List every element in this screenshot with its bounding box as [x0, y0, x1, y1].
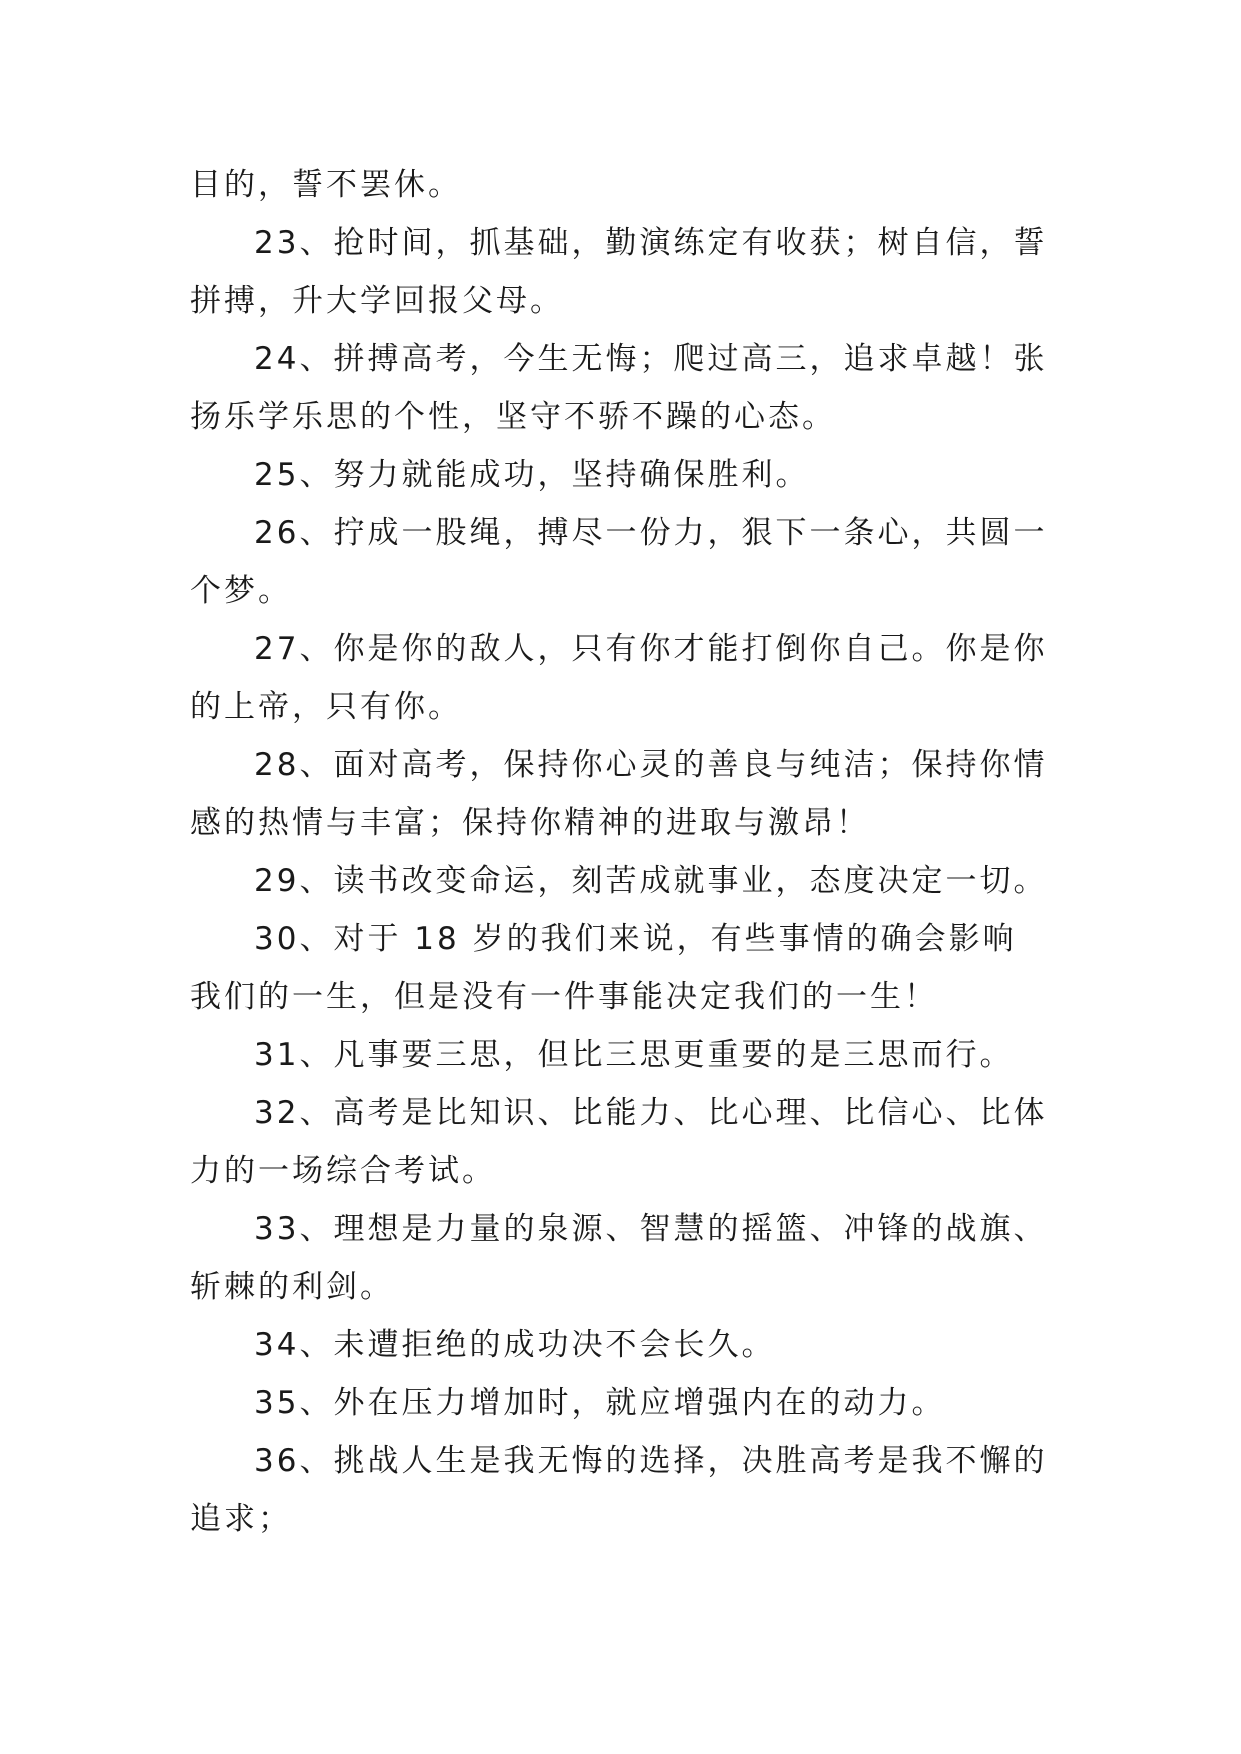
paragraph: 36、挑战人生是我无悔的选择，决胜高考是我不懈的追求；	[190, 1443, 1048, 1537]
paragraph: 32、高考是比知识、比能力、比心理、比信心、比体力的一场综合考试。	[190, 1095, 1048, 1189]
paragraph: 目的，誓不罢休。	[190, 167, 462, 203]
paragraph: 31、凡事要三思，但比三思更重要的是三思而行。	[254, 1037, 1014, 1073]
paragraph: 27、你是你的敌人，只有你才能打倒你自己。你是你的上帝，只有你。	[190, 631, 1048, 725]
paragraph: 33、理想是力量的泉源、智慧的摇篮、冲锋的战旗、斩棘的利剑。	[190, 1211, 1048, 1305]
paragraph: 28、面对高考，保持你心灵的善良与纯洁；保持你情感的热情与丰富；保持你精神的进取与激昂！	[190, 747, 1048, 841]
paragraph: 26、拧成一股绳，搏尽一份力，狠下一条心，共圆一个梦。	[190, 515, 1048, 609]
paragraph: 29、读书改变命运，刻苦成就事业，态度决定一切。	[254, 863, 1048, 899]
paragraph: 25、努力就能成功，坚持确保胜利。	[254, 457, 810, 493]
paragraph: 24、拼搏高考，今生无悔；爬过高三，追求卓越！张扬乐学乐思的个性，坚守不骄不躁的心态。	[190, 341, 1048, 435]
paragraph: 23、抢时间，抓基础，勤演练定有收获；树自信，誓拼搏，升大学回报父母。	[190, 225, 1048, 319]
paragraph: 30、对于 18 岁的我们来说，有些事情的确会影响我们的一生，但是没有一件事能决定我们的一生！	[190, 921, 1017, 1015]
paragraph: 35、外在压力增加时，就应增强内在的动力。	[254, 1385, 946, 1421]
document-body	[190, 156, 1050, 1548]
paragraph: 34、未遭拒绝的成功决不会长久。	[254, 1327, 776, 1363]
